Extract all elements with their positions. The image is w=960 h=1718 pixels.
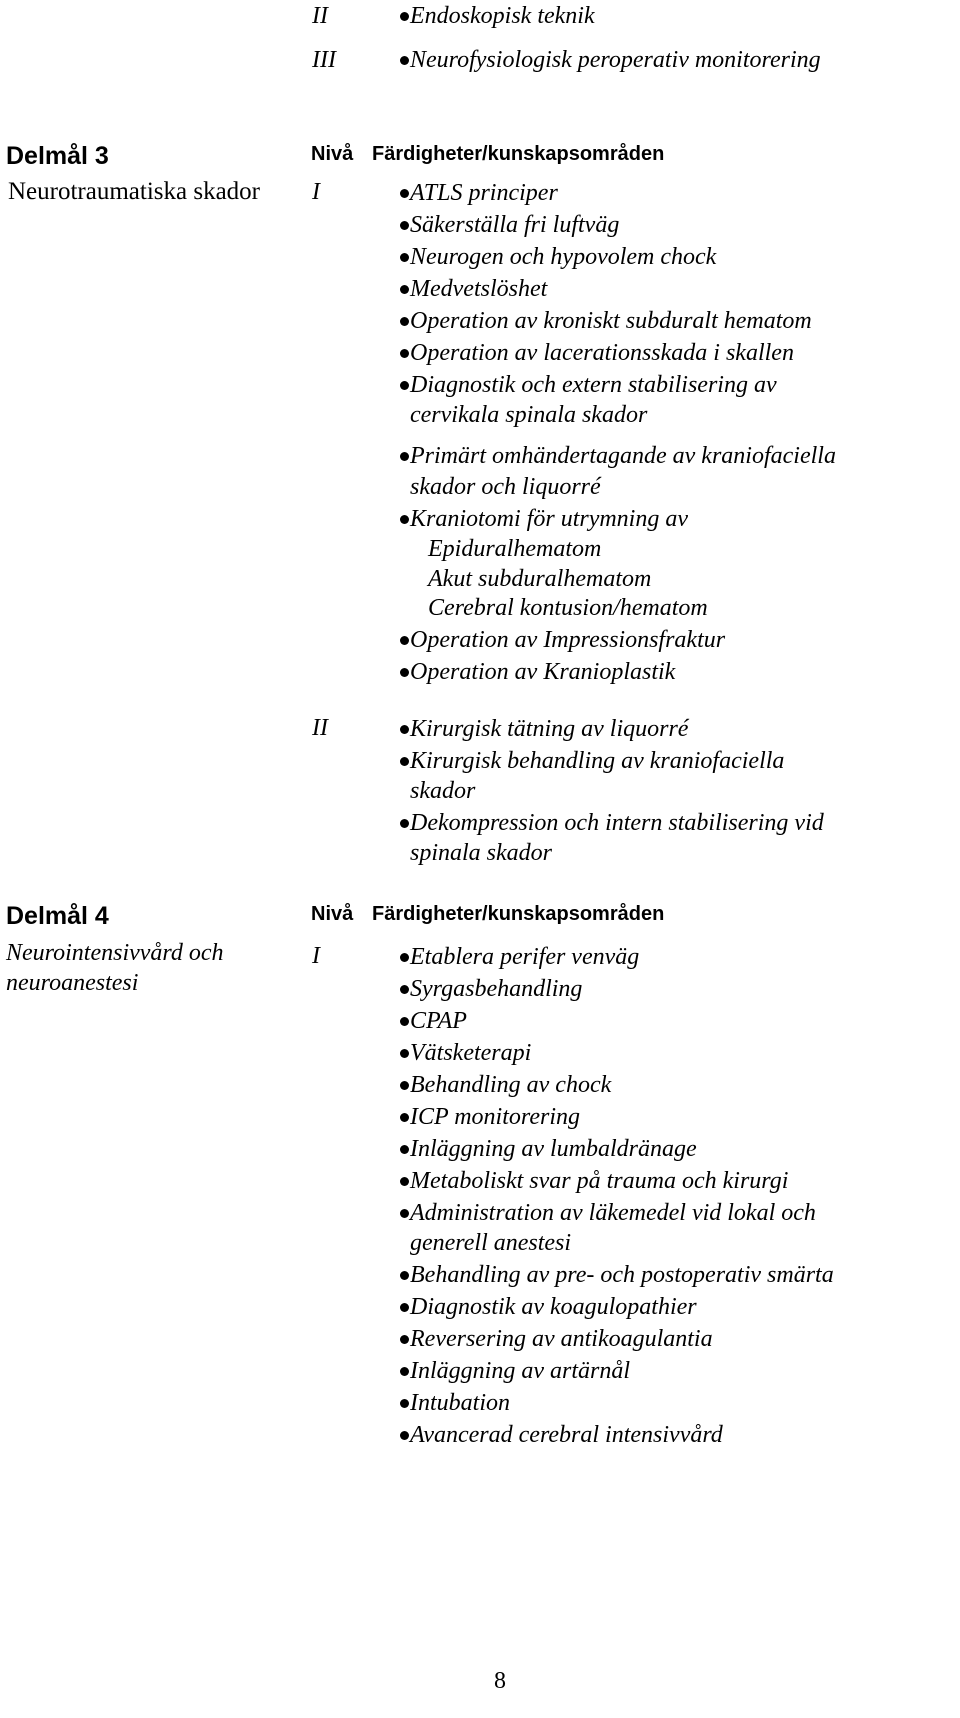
level-header: Nivå xyxy=(311,143,354,165)
skill-item: Kraniotomi för utrymning av xyxy=(410,506,689,532)
skill-item: Reversering av antikoagulantia xyxy=(410,1326,713,1352)
skill-item-continuation: cervikala spinala skador xyxy=(410,402,648,428)
skill-item: Inläggning av lumbaldränage xyxy=(410,1136,697,1162)
page-number: 8 xyxy=(494,1668,506,1694)
skill-subitem: Epiduralhematom xyxy=(428,536,602,562)
bullet-icon xyxy=(400,757,409,766)
bullet-icon xyxy=(400,56,409,65)
skill-item: Operation av Kranioplastik xyxy=(410,659,676,685)
bullet-icon xyxy=(400,1145,409,1154)
skill-item: Kirurgisk behandling av kraniofaciella xyxy=(410,748,785,774)
bullet-icon xyxy=(400,1017,409,1026)
bullet-icon xyxy=(400,1399,409,1408)
bullet-icon xyxy=(400,253,409,262)
bullet-icon xyxy=(400,452,409,461)
bullet-icon xyxy=(400,668,409,677)
skill-item: Endoskopisk teknik xyxy=(410,3,595,29)
skill-item: Säkerställa fri luftväg xyxy=(410,212,620,238)
bullet-icon xyxy=(400,189,409,198)
bullet-icon xyxy=(400,221,409,230)
goal-title: Delmål 4 xyxy=(6,902,109,930)
skill-item: Operation av kroniskt subduralt hematom xyxy=(410,308,812,334)
bullet-icon xyxy=(400,985,409,994)
skill-item: Neurofysiologisk peroperativ monitorering xyxy=(410,47,821,73)
goal-subtitle: Neurointensivvård och xyxy=(6,940,224,966)
bullet-icon xyxy=(400,515,409,524)
skill-item: Neurogen och hypovolem chock xyxy=(410,244,717,270)
bullet-icon xyxy=(400,349,409,358)
bullet-icon xyxy=(400,1209,409,1218)
goal-subtitle: Neurotraumatiska skador xyxy=(8,178,261,205)
bullet-icon xyxy=(400,953,409,962)
level-label: I xyxy=(312,943,320,969)
skill-item: Kirurgisk tätning av liquorré xyxy=(410,716,689,742)
bullet-icon xyxy=(400,1081,409,1090)
bullet-icon xyxy=(400,285,409,294)
bullet-icon xyxy=(400,1177,409,1186)
skills-header: Färdigheter/kunskapsområden xyxy=(372,143,665,165)
skill-item: ICP monitorering xyxy=(410,1104,581,1130)
skill-item-continuation: generell anestesi xyxy=(410,1230,572,1256)
skill-item: Operation av Impressionsfraktur xyxy=(410,627,726,653)
skill-item: Dekompression och intern stabilisering vid xyxy=(410,810,824,836)
skill-subitem: Cerebral kontusion/hematom xyxy=(428,595,708,621)
skill-item: Diagnostik och extern stabilisering av xyxy=(410,372,777,398)
goal-subtitle: neuroanestesi xyxy=(6,970,139,996)
goal-title: Delmål 3 xyxy=(6,142,109,170)
skill-item: CPAP xyxy=(410,1008,467,1034)
skill-item: Medvetslöshet xyxy=(410,276,548,302)
level-label: II xyxy=(312,715,328,741)
bullet-icon xyxy=(400,1271,409,1280)
skill-item: Metaboliskt svar på trauma och kirurgi xyxy=(410,1168,789,1194)
bullet-icon xyxy=(400,1431,409,1440)
skill-item-continuation: skador och liquorré xyxy=(410,474,601,500)
skills-header: Färdigheter/kunskapsområden xyxy=(372,903,665,925)
skill-item-continuation: spinala skador xyxy=(410,840,553,866)
skill-item-continuation: skador xyxy=(410,778,476,804)
level-label: I xyxy=(312,179,320,205)
skill-item: Administration av läkemedel vid lokal och xyxy=(410,1200,816,1226)
skill-item: Diagnostik av koagulopathier xyxy=(410,1294,697,1320)
skill-item: Behandling av pre- och postoperativ smärta xyxy=(410,1262,834,1288)
skill-item: Primärt omhändertagande av kraniofaciella xyxy=(410,443,836,469)
skill-subitem: Akut subduralhematom xyxy=(428,566,652,592)
bullet-icon xyxy=(400,1303,409,1312)
skill-item: Avancerad cerebral intensivvård xyxy=(410,1422,723,1448)
skill-item: Intubation xyxy=(410,1390,510,1416)
skill-item: Inläggning av artärnål xyxy=(410,1358,630,1384)
skill-item: Etablera perifer venväg xyxy=(410,944,640,970)
skill-item: Behandling av chock xyxy=(410,1072,612,1098)
bullet-icon xyxy=(400,317,409,326)
skill-item: Vätsketerapi xyxy=(410,1040,532,1066)
level-header: Nivå xyxy=(311,903,354,925)
bullet-icon xyxy=(400,1049,409,1058)
bullet-icon xyxy=(400,1367,409,1376)
bullet-icon xyxy=(400,381,409,390)
bullet-icon xyxy=(400,1113,409,1122)
skill-item: Operation av lacerationsskada i skallen xyxy=(410,340,794,366)
level-label: III xyxy=(312,47,336,73)
bullet-icon xyxy=(400,1335,409,1344)
bullet-icon xyxy=(400,725,409,734)
bullet-icon xyxy=(400,819,409,828)
bullet-icon xyxy=(400,12,409,21)
skill-item: Syrgasbehandling xyxy=(410,976,583,1002)
bullet-icon xyxy=(400,636,409,645)
skill-item: ATLS principer xyxy=(410,180,558,206)
level-label: II xyxy=(312,3,328,29)
